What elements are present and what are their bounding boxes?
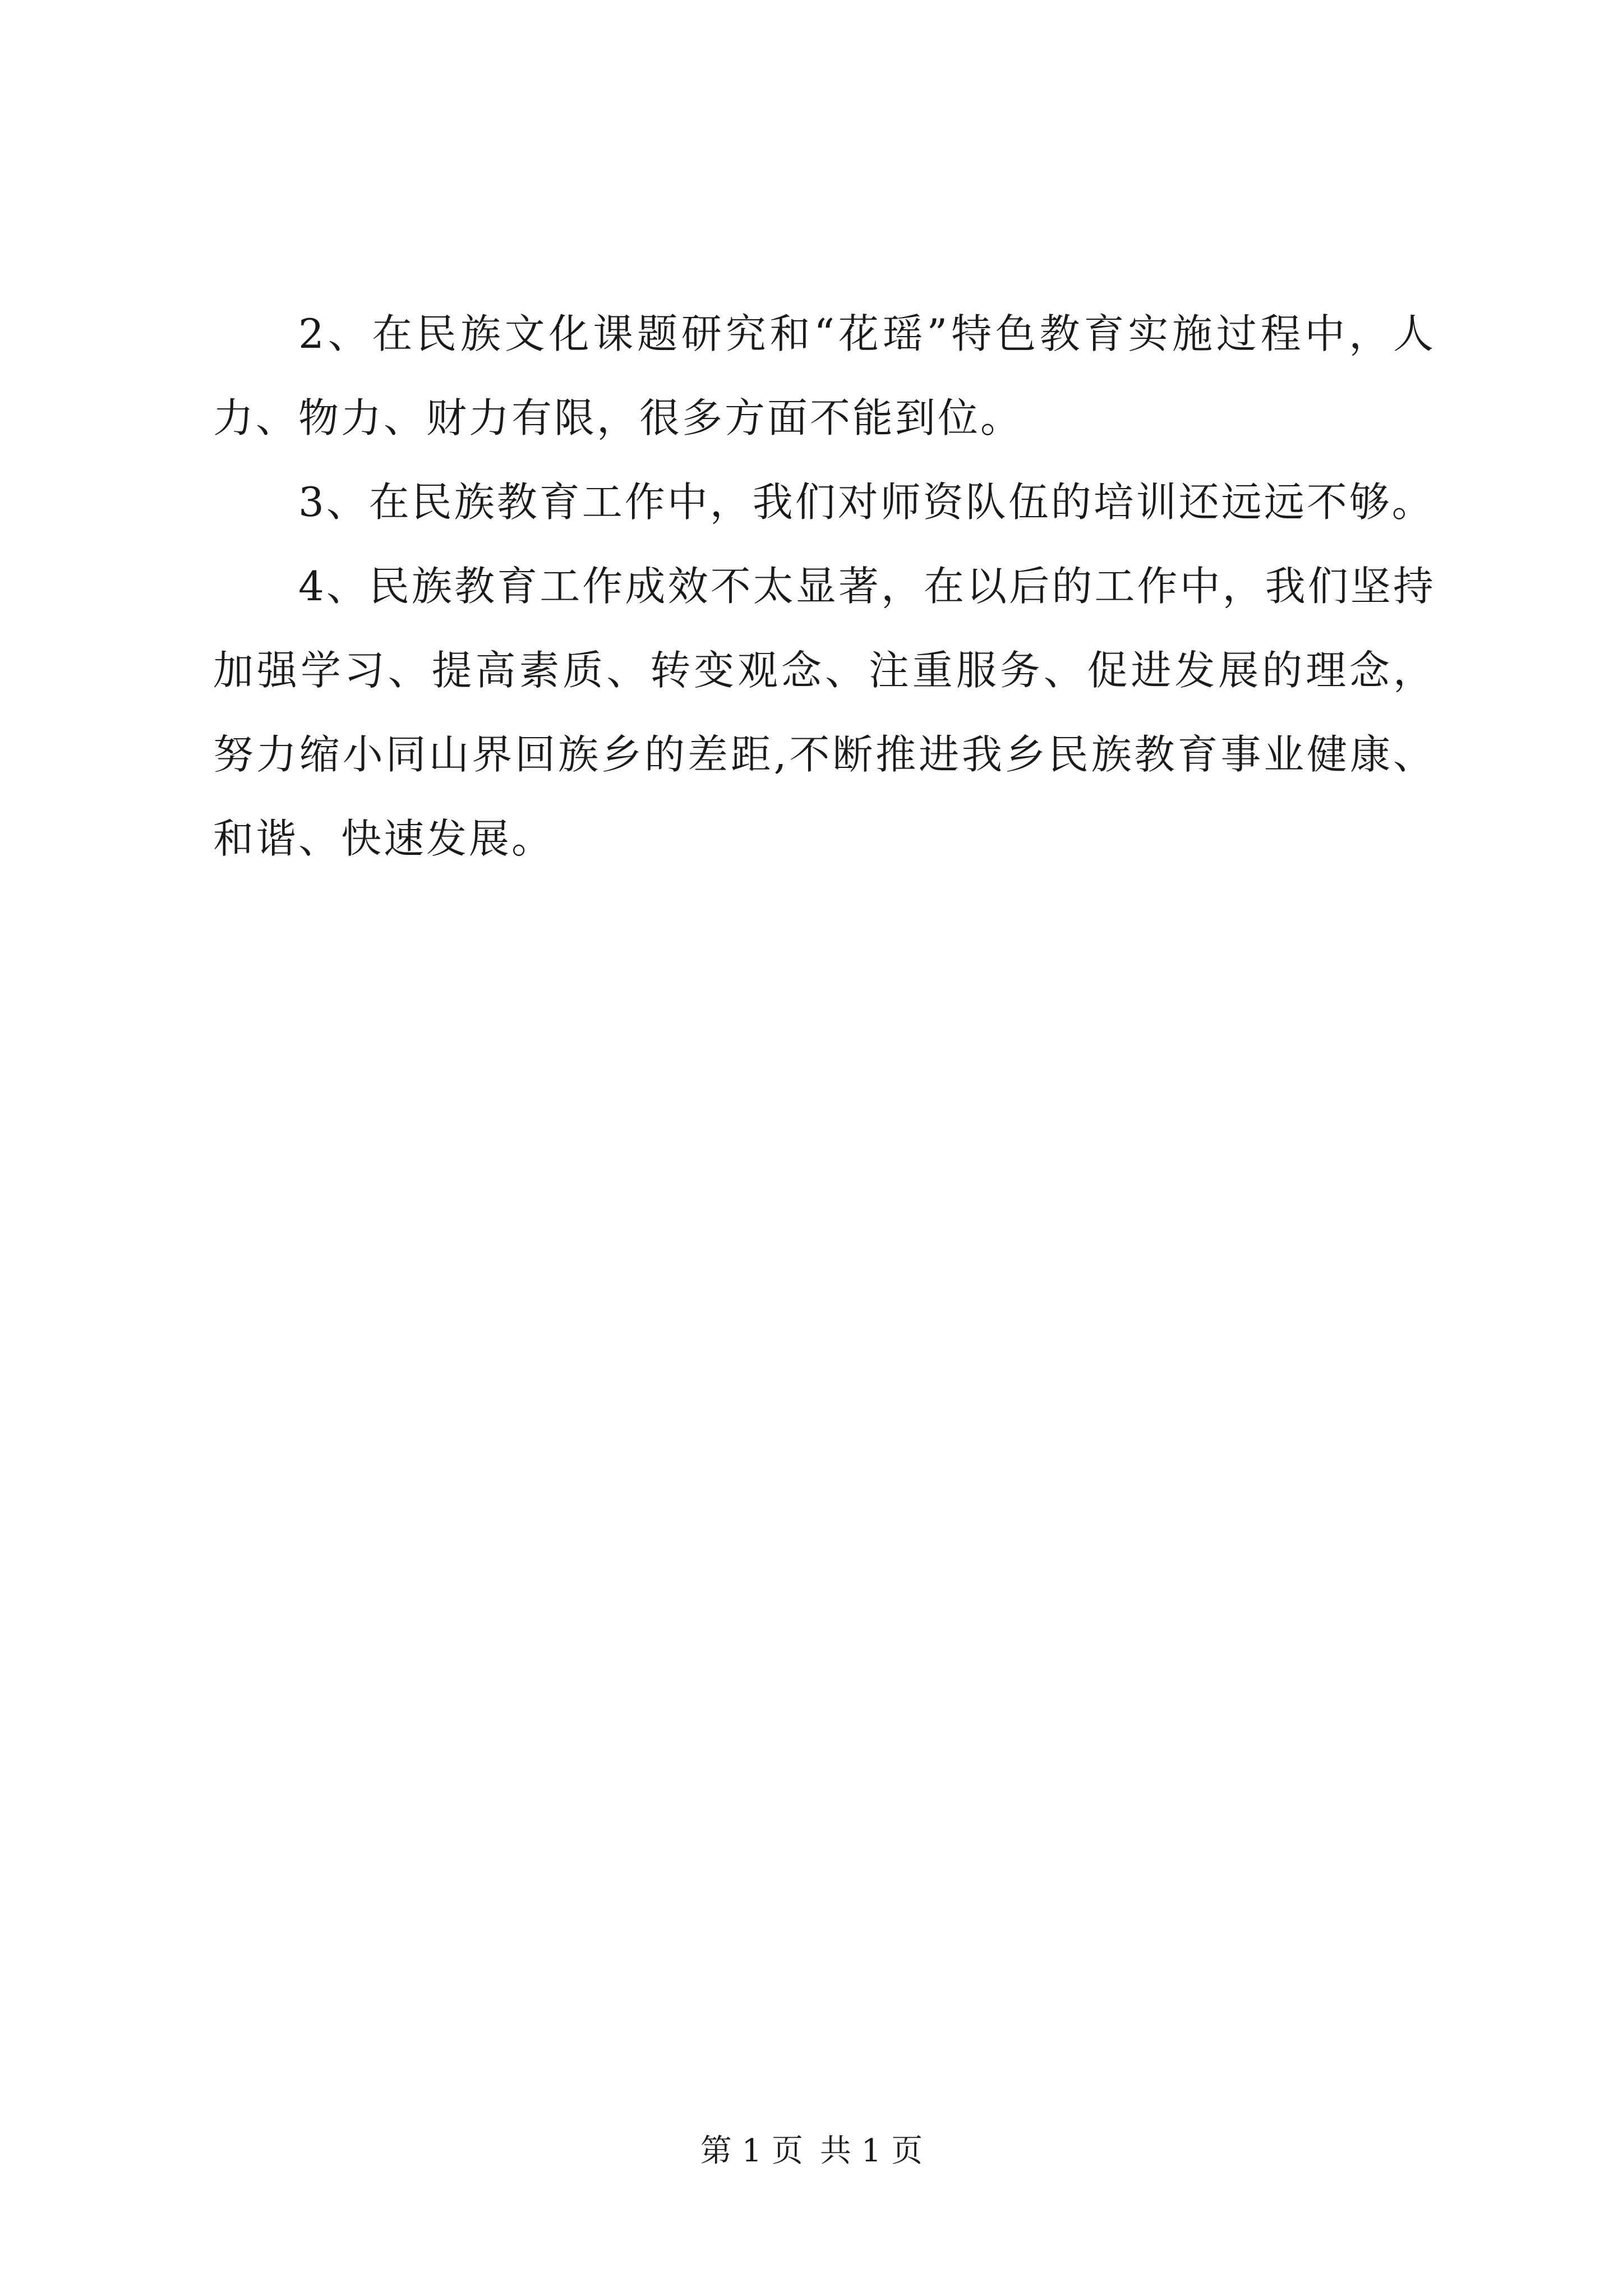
paragraph-3: 3、在民族教育工作中，我们对师资队伍的培训还远远不够。 [298, 478, 1435, 526]
document-body [213, 292, 1436, 881]
paragraph-2: 2、在民族文化课题研究和“花瑶”特色教育实施过程中，人力、物力、财力有限，很多方面不能到位。 [213, 310, 1436, 441]
page-footer [0, 2126, 1623, 2171]
paragraph-4: 4、民族教育工作成效不太显著，在以后的工作中，我们坚持加强学习、提高素质、转变观念、注重服务、促进发展的理念，努力缩小同山界回族乡的差距,不断推进我乡民族教育事业健康、和谐、快速发展。 [213, 563, 1436, 862]
page-number: 第 1 页 [700, 2133, 803, 2169]
page-total: 共 1 页 [820, 2133, 923, 2169]
